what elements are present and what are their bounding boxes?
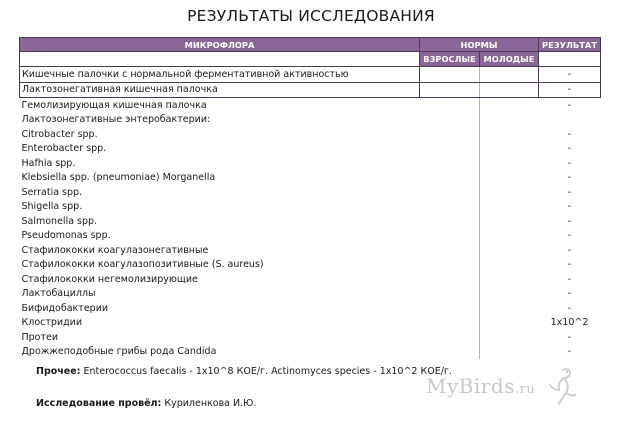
row-norm-adults: [420, 185, 480, 200]
table-row: [20, 156, 601, 171]
table-row: [20, 243, 601, 258]
row-result: -: [567, 201, 572, 213]
row-norm-adults: [420, 113, 480, 128]
row-name: Стафилококки негемолизирующие: [21, 273, 198, 285]
row-result: -: [567, 157, 572, 169]
table-row: [20, 185, 601, 200]
performed-label: Исследование провёл:: [36, 398, 162, 409]
table-row: [20, 287, 601, 302]
row-norm-adults: [420, 287, 480, 302]
row-norm-young: [480, 142, 539, 157]
row-norm-young: [480, 272, 539, 287]
table-header: [20, 38, 601, 52]
row-name: Клостридии: [21, 317, 83, 329]
table-row: [20, 67, 601, 83]
row-norm-adults: [420, 82, 480, 98]
table-row: [20, 345, 601, 360]
row-norm-young: [480, 127, 539, 142]
row-norm-adults: [420, 142, 480, 157]
row-norm-adults: [420, 156, 480, 171]
other-text: Enterococcus faecalis - 1x10^8 КОЕ/г. Actinomyces species - 1x10^2 КОЕ/г.: [80, 366, 452, 377]
row-norm-young: [480, 113, 539, 128]
row-result: -: [567, 273, 572, 285]
row-norm-young: [480, 98, 539, 113]
row-norm-adults: [420, 171, 480, 186]
row-name: Протеи: [21, 331, 59, 343]
row-norm-adults: [420, 127, 480, 142]
performed-text: Куриленкова И.Ю.: [161, 398, 257, 409]
row-result: -: [567, 143, 572, 155]
row-norm-young: [480, 330, 539, 345]
subheader-blank: [20, 52, 420, 67]
row-norm-young: [480, 156, 539, 171]
row-result: -: [567, 302, 572, 314]
row-norm-young: [480, 229, 539, 244]
row-result: -: [539, 67, 601, 83]
row-name: Лактозонегативная кишечная палочка: [20, 82, 420, 98]
row-norm-adults: [420, 301, 480, 316]
table-row: [20, 272, 601, 287]
watermark-text: MyBirds: [426, 374, 515, 398]
other-note: [36, 366, 452, 377]
row-name: Бифидобактерии: [21, 302, 109, 314]
row-norm-young: [480, 200, 539, 215]
row-norm-adults: [420, 316, 480, 331]
row-norm-young: [480, 316, 539, 331]
row-norm-young: [480, 214, 539, 229]
row-result: -: [567, 244, 572, 256]
table-row: [20, 229, 601, 244]
table-row: [20, 200, 601, 215]
row-norm-adults: [420, 229, 480, 244]
header-norms: НОРМЫ: [420, 38, 539, 52]
row-norm-young: [480, 243, 539, 258]
row-norm-adults: [420, 272, 480, 287]
row-result: -: [567, 288, 572, 300]
row-norm-young: [480, 301, 539, 316]
row-result: -: [567, 331, 572, 343]
table-row: [20, 301, 601, 316]
row-norm-adults: [420, 200, 480, 215]
table-row: [20, 98, 601, 113]
header-young: МОЛОДЫЕ: [480, 52, 539, 67]
table-row: [20, 113, 601, 128]
row-name: Стафилококки коагулазопозитивные (S. aureus): [21, 259, 264, 271]
row-name: Salmonella spp.: [21, 215, 98, 227]
table-subheader: [20, 52, 601, 67]
row-norm-adults: [420, 214, 480, 229]
row-result: -: [567, 346, 572, 358]
row-norm-young: [480, 67, 539, 83]
row-norm-adults: [420, 330, 480, 345]
other-label: Прочее:: [36, 366, 81, 377]
row-norm-adults: [420, 67, 480, 83]
row-name: Citrobacter spp.: [21, 128, 98, 140]
page-title: РЕЗУЛЬТАТЫ ИССЛЕДОВАНИЯ: [187, 7, 435, 25]
header-adults: ВЗРОСЛЫЕ: [420, 52, 480, 67]
row-norm-adults: [420, 243, 480, 258]
row-name: Enterobacter spp.: [21, 143, 107, 155]
results-table: [19, 37, 601, 359]
table-row: [20, 330, 601, 345]
row-name: Лактозонегативные энтеробактерии:: [21, 114, 211, 126]
performed-note: [36, 398, 256, 409]
row-norm-young: [480, 345, 539, 360]
row-result: -: [539, 82, 601, 98]
row-name: Дрожжеподобные грибы рода Candida: [21, 346, 217, 358]
table-row: [20, 258, 601, 273]
table-row: [20, 142, 601, 157]
row-result: -: [567, 128, 572, 140]
row-norm-young: [480, 185, 539, 200]
watermark: [426, 374, 535, 398]
row-name: Кишечные палочки с нормальной ферментативной активностью: [20, 67, 420, 83]
table-row: [20, 316, 601, 331]
row-name: Klebsiella spp. (pneumoniae) Morganella: [21, 172, 216, 184]
row-name: Hafhia spp.: [21, 157, 76, 169]
row-name: Гемолизирующая кишечная палочка: [21, 99, 207, 111]
row-result: 1x10^2: [550, 317, 589, 329]
row-norm-young: [480, 287, 539, 302]
table-row: [20, 214, 601, 229]
header-microflora: МИКРОФЛОРА: [20, 38, 420, 52]
header-result: РЕЗУЛЬТАТ: [539, 38, 601, 52]
row-result: -: [567, 172, 572, 184]
row-norm-adults: [420, 345, 480, 360]
table-row: [20, 127, 601, 142]
subheader-blank-result: [539, 52, 601, 67]
table-row: [20, 171, 601, 186]
row-norm-adults: [420, 98, 480, 113]
row-result: [539, 113, 601, 128]
row-result: -: [567, 230, 572, 242]
row-name: Лактобациллы: [21, 288, 96, 300]
row-name: Pseudomonas spp.: [21, 230, 111, 242]
row-name: Стафилококки коагулазонегативные: [21, 244, 209, 256]
row-norm-adults: [420, 258, 480, 273]
row-norm-young: [480, 171, 539, 186]
table-row: [20, 82, 601, 98]
row-result: -: [567, 99, 572, 111]
row-result: -: [567, 186, 572, 198]
row-norm-young: [480, 258, 539, 273]
row-result: -: [567, 215, 572, 227]
row-result: -: [567, 259, 572, 271]
bird-icon: [545, 366, 579, 408]
row-name: Serratia spp.: [21, 186, 83, 198]
row-norm-young: [480, 82, 539, 98]
watermark-suffix: .ru: [515, 382, 536, 397]
row-name: Shigella spp.: [21, 201, 83, 213]
